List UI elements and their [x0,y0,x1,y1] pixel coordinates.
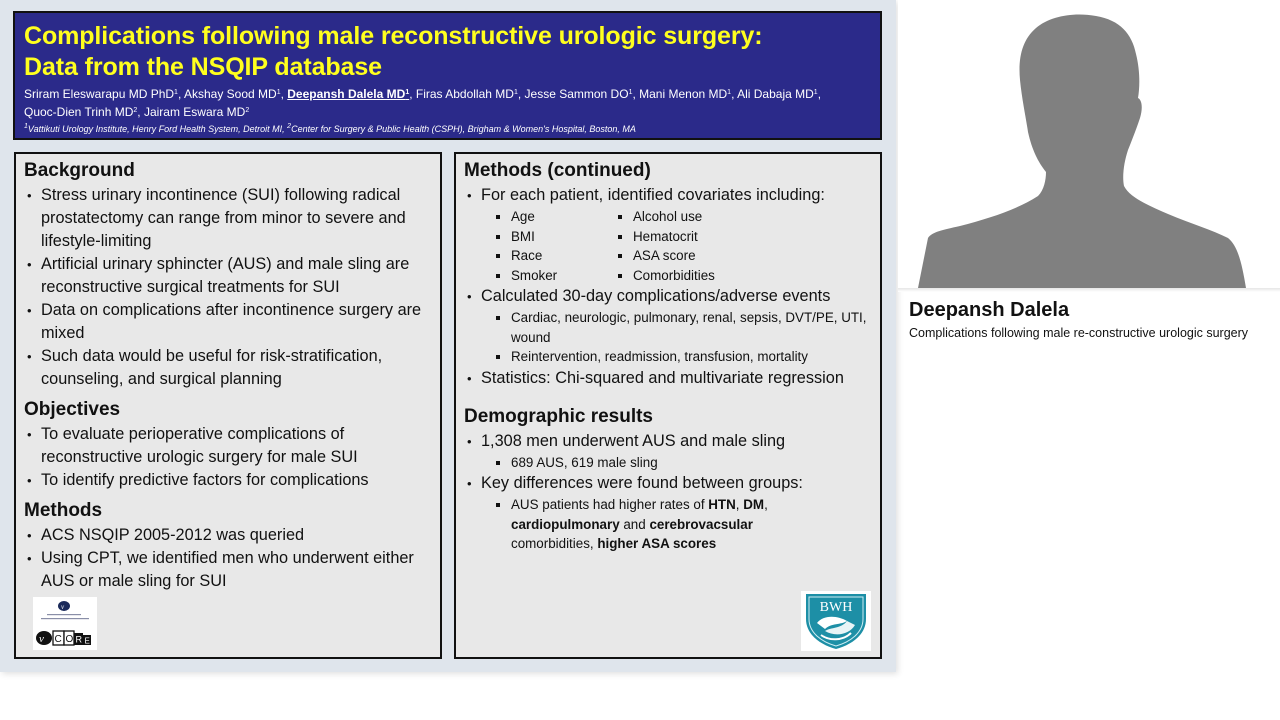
author-sup: 1 [276,89,281,96]
author-sup: 2 [245,107,250,114]
author-sup: 1 [174,89,178,96]
author: Ali Dabaja MD [737,87,814,101]
covariate-item: Age [494,207,616,227]
author: Quoc-Dien Trinh MD [24,105,134,119]
demographic-sub-list [494,453,872,473]
author: Jesse Sammon DO [524,87,629,101]
author: Jairam Eswara MD [143,105,246,119]
methods-cont-list-2 [464,285,872,308]
bold-text: HTN [708,497,736,512]
bold-text: cardiopulmonary [511,516,620,532]
affiliation-2: Center for Surgery & Public Health (CSPH), Brigham & Women's Hospital, Boston, MA [291,124,636,134]
speaker-info [909,298,1269,341]
covariates-grid [494,207,872,285]
author-sup: 1 [405,89,410,96]
svg-text:E: E [84,636,90,646]
list-item: • Such data would be useful for risk-stratification, counseling, and surgical planning [24,345,432,391]
author-highlighted: Deepansh Dalela MD [287,87,406,101]
title-line-2: Data from the NSQIP database [24,53,382,81]
covariate-item: Race [494,246,616,266]
list-item: • To evaluate perioperative complications of reconstructive urologic surgery for male SUI [24,423,432,469]
slide-title [24,21,870,83]
author: Mani Menon MD [639,87,728,101]
list-item: • Statistics: Chi-squared and multivariate regression [464,367,872,390]
bold-text: higher ASA scores [597,536,717,551]
list-item: • Using CPT, we identified men who underwent either AUS or male sling for SUI [24,547,432,593]
author-list: Sriram Eleswarapu MD PhD$^1$, Akshay Sood $MD^1$, Deepansh Dalela $MD^1$, Firas Abdollah $MD^1$, Jesse Sammon $DO^1$, Mani Menon $MD^1$, Ali Dabaja $MD^1$, Quoc-Dien Trinh $MD^2$, Jairam Eswara $MD^2$ [24,87,822,119]
covariate-item: Comorbidities [616,266,816,286]
list-item: • Stress urinary incontinence (SUI) following radical prostatectomy can range from minor to severe and lifestyle-limiting [24,184,432,253]
affiliations [24,122,870,136]
list-item: • To identify predictive factors for complications [24,469,432,492]
affil-sup: 2 [287,123,292,130]
section-heading-demographic-results: Demographic results [464,405,653,427]
bold-text: DM [743,497,765,512]
background-list [24,184,432,391]
vattikuti-logo [33,597,97,650]
methods-cont-list-3 [464,367,872,390]
section-heading-objectives: Objectives [24,399,121,420]
bwh-logo [801,591,871,651]
methods-cont-list [464,184,872,207]
covariate-item: BMI [494,227,616,247]
divider [898,288,1280,292]
covariate-item: Alcohol use [616,207,816,227]
author: Sriram Eleswarapu MD PhD [24,87,175,101]
author-sup: 1 [727,89,732,96]
author-sup: 1 [628,89,633,96]
svg-text:v: v [61,603,65,611]
slide-header [13,11,882,140]
author-sup: 1 [513,89,518,96]
svg-text:C: C [54,634,62,645]
text: comorbidities, [511,536,598,551]
svg-text:O: O [65,634,74,645]
list-item: • Key differences were found between groups: [464,472,872,495]
methods-list [24,524,432,593]
left-panel [14,152,442,659]
affiliation-1: Vattikuti Urology Institute, Henry Ford Health System, Detroit MI, [27,124,288,134]
bwh-shield-icon [801,591,871,651]
sub-list-item: Cardiac, neurologic, pulmonary, renal, sepsis, DVT/PE, UTI, wound [494,308,872,347]
complications-list [494,308,872,367]
affil-sup: 1 [24,123,28,130]
covariate-item: Hematocrit [616,227,816,247]
title-line-1: Complications following male reconstructive urologic surgery: [24,22,763,50]
sub-list-item: Reintervention, readmission, transfusion, mortality [494,347,872,367]
list-item: • Data on complications after incontinence surgery are mixed [24,299,432,345]
section-heading-methods-continued: Methods (continued) [464,160,651,181]
demographic-list [464,430,872,453]
vcore-logo-icon [33,597,97,650]
author: Akshay Sood MD [183,87,277,101]
objectives-list [24,423,432,492]
demographic-list-2 [464,472,872,495]
author-sup: 1 [813,89,818,96]
covariate-item: Smoker [494,266,616,286]
section-heading-methods: Methods [24,500,103,521]
text: , [764,497,768,512]
text: AUS patients had higher rates of [511,497,709,512]
person-silhouette-icon [898,0,1280,288]
sub-list-item: 689 AUS, 619 male sling [494,453,872,473]
bold-text: cerebrovacsular [649,516,753,532]
right-panel [454,152,882,659]
list-item: • 1,308 men underwent AUS and male sling [464,430,872,453]
covariate-item: ASA score [616,246,816,266]
speaker-name: Deepansh Dalela [909,299,1070,321]
text: , [735,497,744,512]
author: Firas Abdollah MD [415,87,514,101]
speaker-talk-title: Complications following male re-constructive urologic surgery [909,326,1249,340]
differences-sub-list [494,495,872,554]
svg-text:R: R [75,634,82,645]
text: and [619,516,650,532]
svg-text:BWH: BWH [819,600,853,615]
speaker-photo [898,0,1280,288]
section-heading-background: Background [24,160,135,181]
list-item: • Calculated 30-day complications/adverse events [464,285,872,308]
svg-text:v: v [39,633,44,645]
author-sup: 2 [133,107,138,114]
list-item: • ACS NSQIP 2005-2012 was queried [24,524,432,547]
sub-list-item [494,495,872,554]
list-item: • For each patient, identified covariates including: [464,184,872,207]
list-item: • Artificial urinary sphincter (AUS) and male sling are reconstructive surgical treatments for SUI [24,253,432,299]
